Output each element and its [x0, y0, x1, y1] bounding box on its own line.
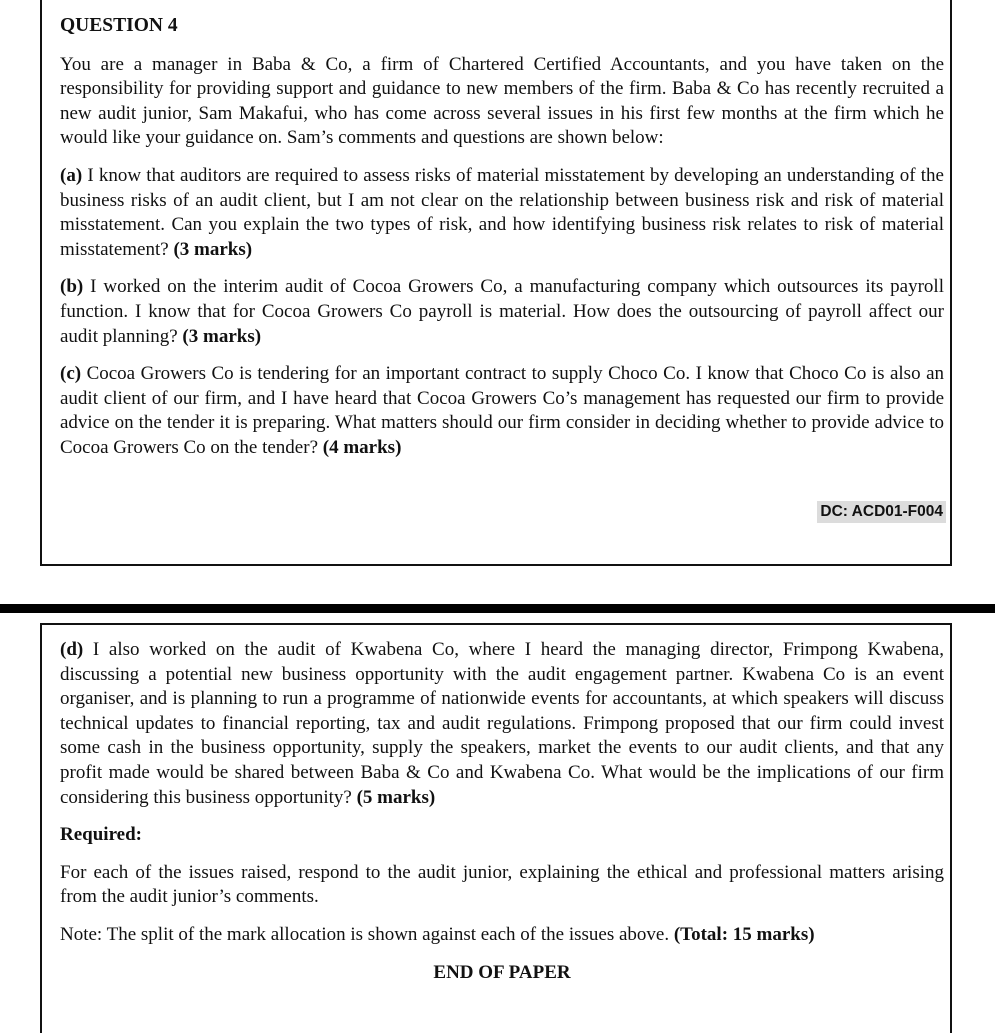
part-a — [60, 164, 944, 262]
part-b-marks: (3 marks) — [182, 325, 262, 347]
part-d-label: (d) — [60, 639, 84, 660]
part-c-text: Cocoa Growers Co is tendering for an important contract to supply Choco Co. I know that Choco Co is also an audit client of our firm, and I have heard that Cocoa Growers Co’s management has requested our firm to provide advice on the tender it is preparing. What matters should our firm consider in deciding whether to provide advice to Cocoa Growers Co on the tender? — [60, 363, 944, 458]
part-c — [60, 362, 944, 460]
part-b-text: I worked on the interim audit of Cocoa Growers Co, a manufacturing company which outsources its payroll function. I know that for Cocoa Growers Co payroll is material. How does the outsourcing of payroll affect our audit planning? — [60, 276, 944, 347]
part-c-marks: (4 marks) — [322, 436, 402, 458]
note-total: (Total: 15 marks) — [673, 923, 815, 945]
document-code: DC: ACD01-F004 — [817, 501, 946, 523]
question-box-page-1 — [40, 0, 952, 566]
part-b-label: (b) — [60, 276, 84, 298]
note-paragraph — [60, 923, 944, 948]
part-a-text: I know that auditors are required to assess risks of material misstatement by developing an understanding of the business risks of an audit client, but I am not clear on the relationship between business risk and risk of material misstatement. Can you explain the two types of risk, and how identifying business risk relates to risk of material misstatement? — [60, 164, 944, 260]
note-text: Note: The split of the mark allocation is shown against each of the issues above. — [60, 923, 674, 945]
part-a-marks: (3 marks) — [173, 238, 253, 260]
page-divider — [0, 604, 995, 613]
part-c-label: (c) — [60, 363, 82, 385]
end-of-paper: END OF PAPER — [433, 961, 571, 983]
question-box-page-2 — [40, 623, 952, 1033]
question-title: QUESTION 4 — [60, 15, 178, 36]
part-d — [60, 638, 944, 810]
part-d-text: I also worked on the audit of Kwabena Co, where I heard the managing director, Frimpong Kwabena, discussing a potential new business opportunity with the audit engagement partner. Kwabena Co is an event organiser, and is planning to run a programme of nationwide events for accountants, at which speakers will discuss technical updates to financial reporting, tax and audit regulations. Frimpong proposed that our firm could invest some cash in the business opportunity, supply the speakers, market the events to our audit clients, and that any profit made would be shared between Baba & Co and Kwabena Co. What would be the implications of our firm considering this business opportunity? — [60, 639, 944, 808]
required-text: For each of the issues raised, respond to the audit junior, explaining the ethical and professional matters arising from the audit junior’s comments. — [60, 861, 944, 908]
intro-paragraph: You are a manager in Baba & Co, a firm of Chartered Certified Accountants, and you have taken on the responsibility for providing support and guidance to new members of the firm. Baba & Co has recently recruited a new audit junior, Sam Makafui, who has come across several issues in his first few months at the firm which he would like your guidance on. Sam’s comments and questions are shown below: — [60, 53, 944, 149]
part-b — [60, 275, 944, 349]
part-a-label: (a) — [60, 164, 83, 186]
required-heading: Required: — [60, 824, 142, 846]
part-d-marks: (5 marks) — [356, 786, 436, 808]
